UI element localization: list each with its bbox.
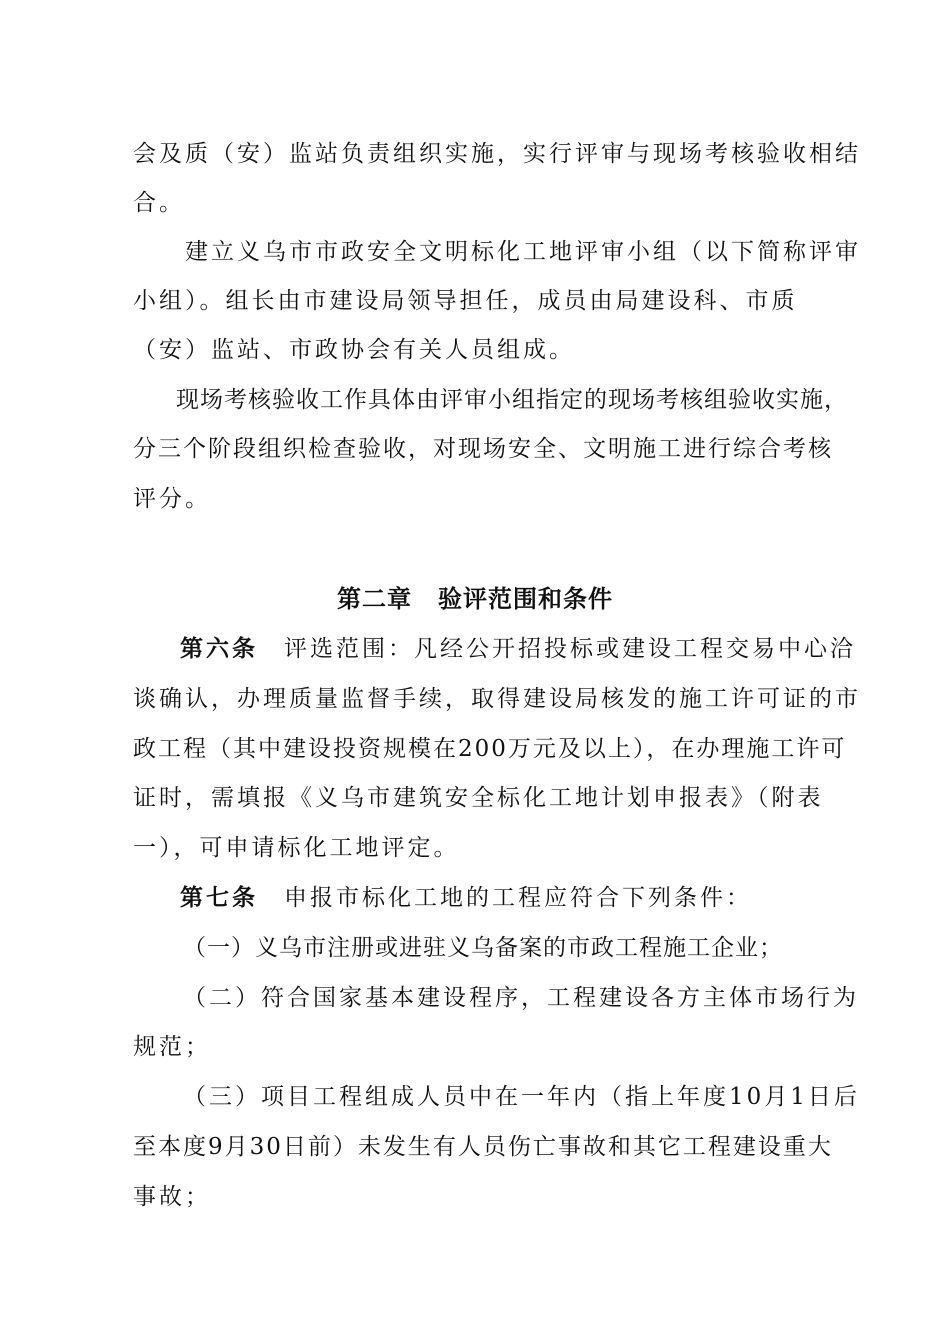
paragraph-line: 证时，需填报《义乌市建筑安全标化工地计划申报表》（附表 — [133, 785, 824, 811]
paragraph-line: 分三个阶段组织检查验收，对现场安全、文明施工进行综合考核 — [133, 436, 833, 462]
paragraph-line: 一），可申请标化工地评定。 — [133, 835, 460, 861]
article-7-label: 第七条 — [180, 884, 258, 911]
chapter-heading — [0, 582, 950, 616]
article-6-line — [180, 633, 856, 665]
paragraph-line: 合。 — [133, 190, 185, 216]
paragraph-line: 评分。 — [133, 486, 211, 512]
paragraph-line: 谈确认，办理质量监督手续，取得建设局核发的施工许可证的市 — [133, 686, 861, 712]
article-7-line — [180, 882, 830, 914]
paragraph-line: （安）监站、市政协会有关人员组成。 — [133, 337, 575, 363]
paragraph-line: 规范； — [133, 1034, 211, 1060]
paragraph-line: 现场考核验收工作具体由评审小组指定的现场考核组验收实施， — [176, 387, 848, 413]
chapter-number: 第二章 — [337, 584, 412, 613]
paragraph-line: 小组）。组长由市建设局领导担任，成员由局建设科、市质 — [133, 288, 798, 314]
paragraph-line: 政工程（其中建设投资规模在200万元及以上），在办理施工许可 — [133, 736, 847, 762]
article-7-text: 申报市标化工地的工程应符合下列条件： — [284, 885, 752, 911]
article-6-text: 评选范围：凡经公开招投标或建设工程交易中心洽 — [284, 636, 856, 662]
paragraph-line: 事故； — [133, 1184, 211, 1210]
paragraph-line: 建立义乌市市政安全文明标化工地评审小组（以下简称评审 — [185, 239, 861, 265]
list-item: （二）符合国家基本建设程序，工程建设各方主体市场行为 — [183, 985, 859, 1011]
paragraph-line: 会及质（安）监站负责组织实施，实行评审与现场考核验收相结 — [133, 141, 861, 167]
list-item: （三）项目工程组成人员中在一年内（指上年度10月1日后 — [183, 1084, 860, 1110]
article-6-label: 第六条 — [180, 635, 258, 662]
paragraph-line: 至本度9月30日前）未发生有人员伤亡事故和其它工程建设重大 — [133, 1134, 833, 1160]
list-item: （一）义乌市注册或进驻义乌备案的市政工程施工企业； — [183, 935, 783, 961]
chapter-title: 验评范围和条件 — [438, 584, 613, 613]
